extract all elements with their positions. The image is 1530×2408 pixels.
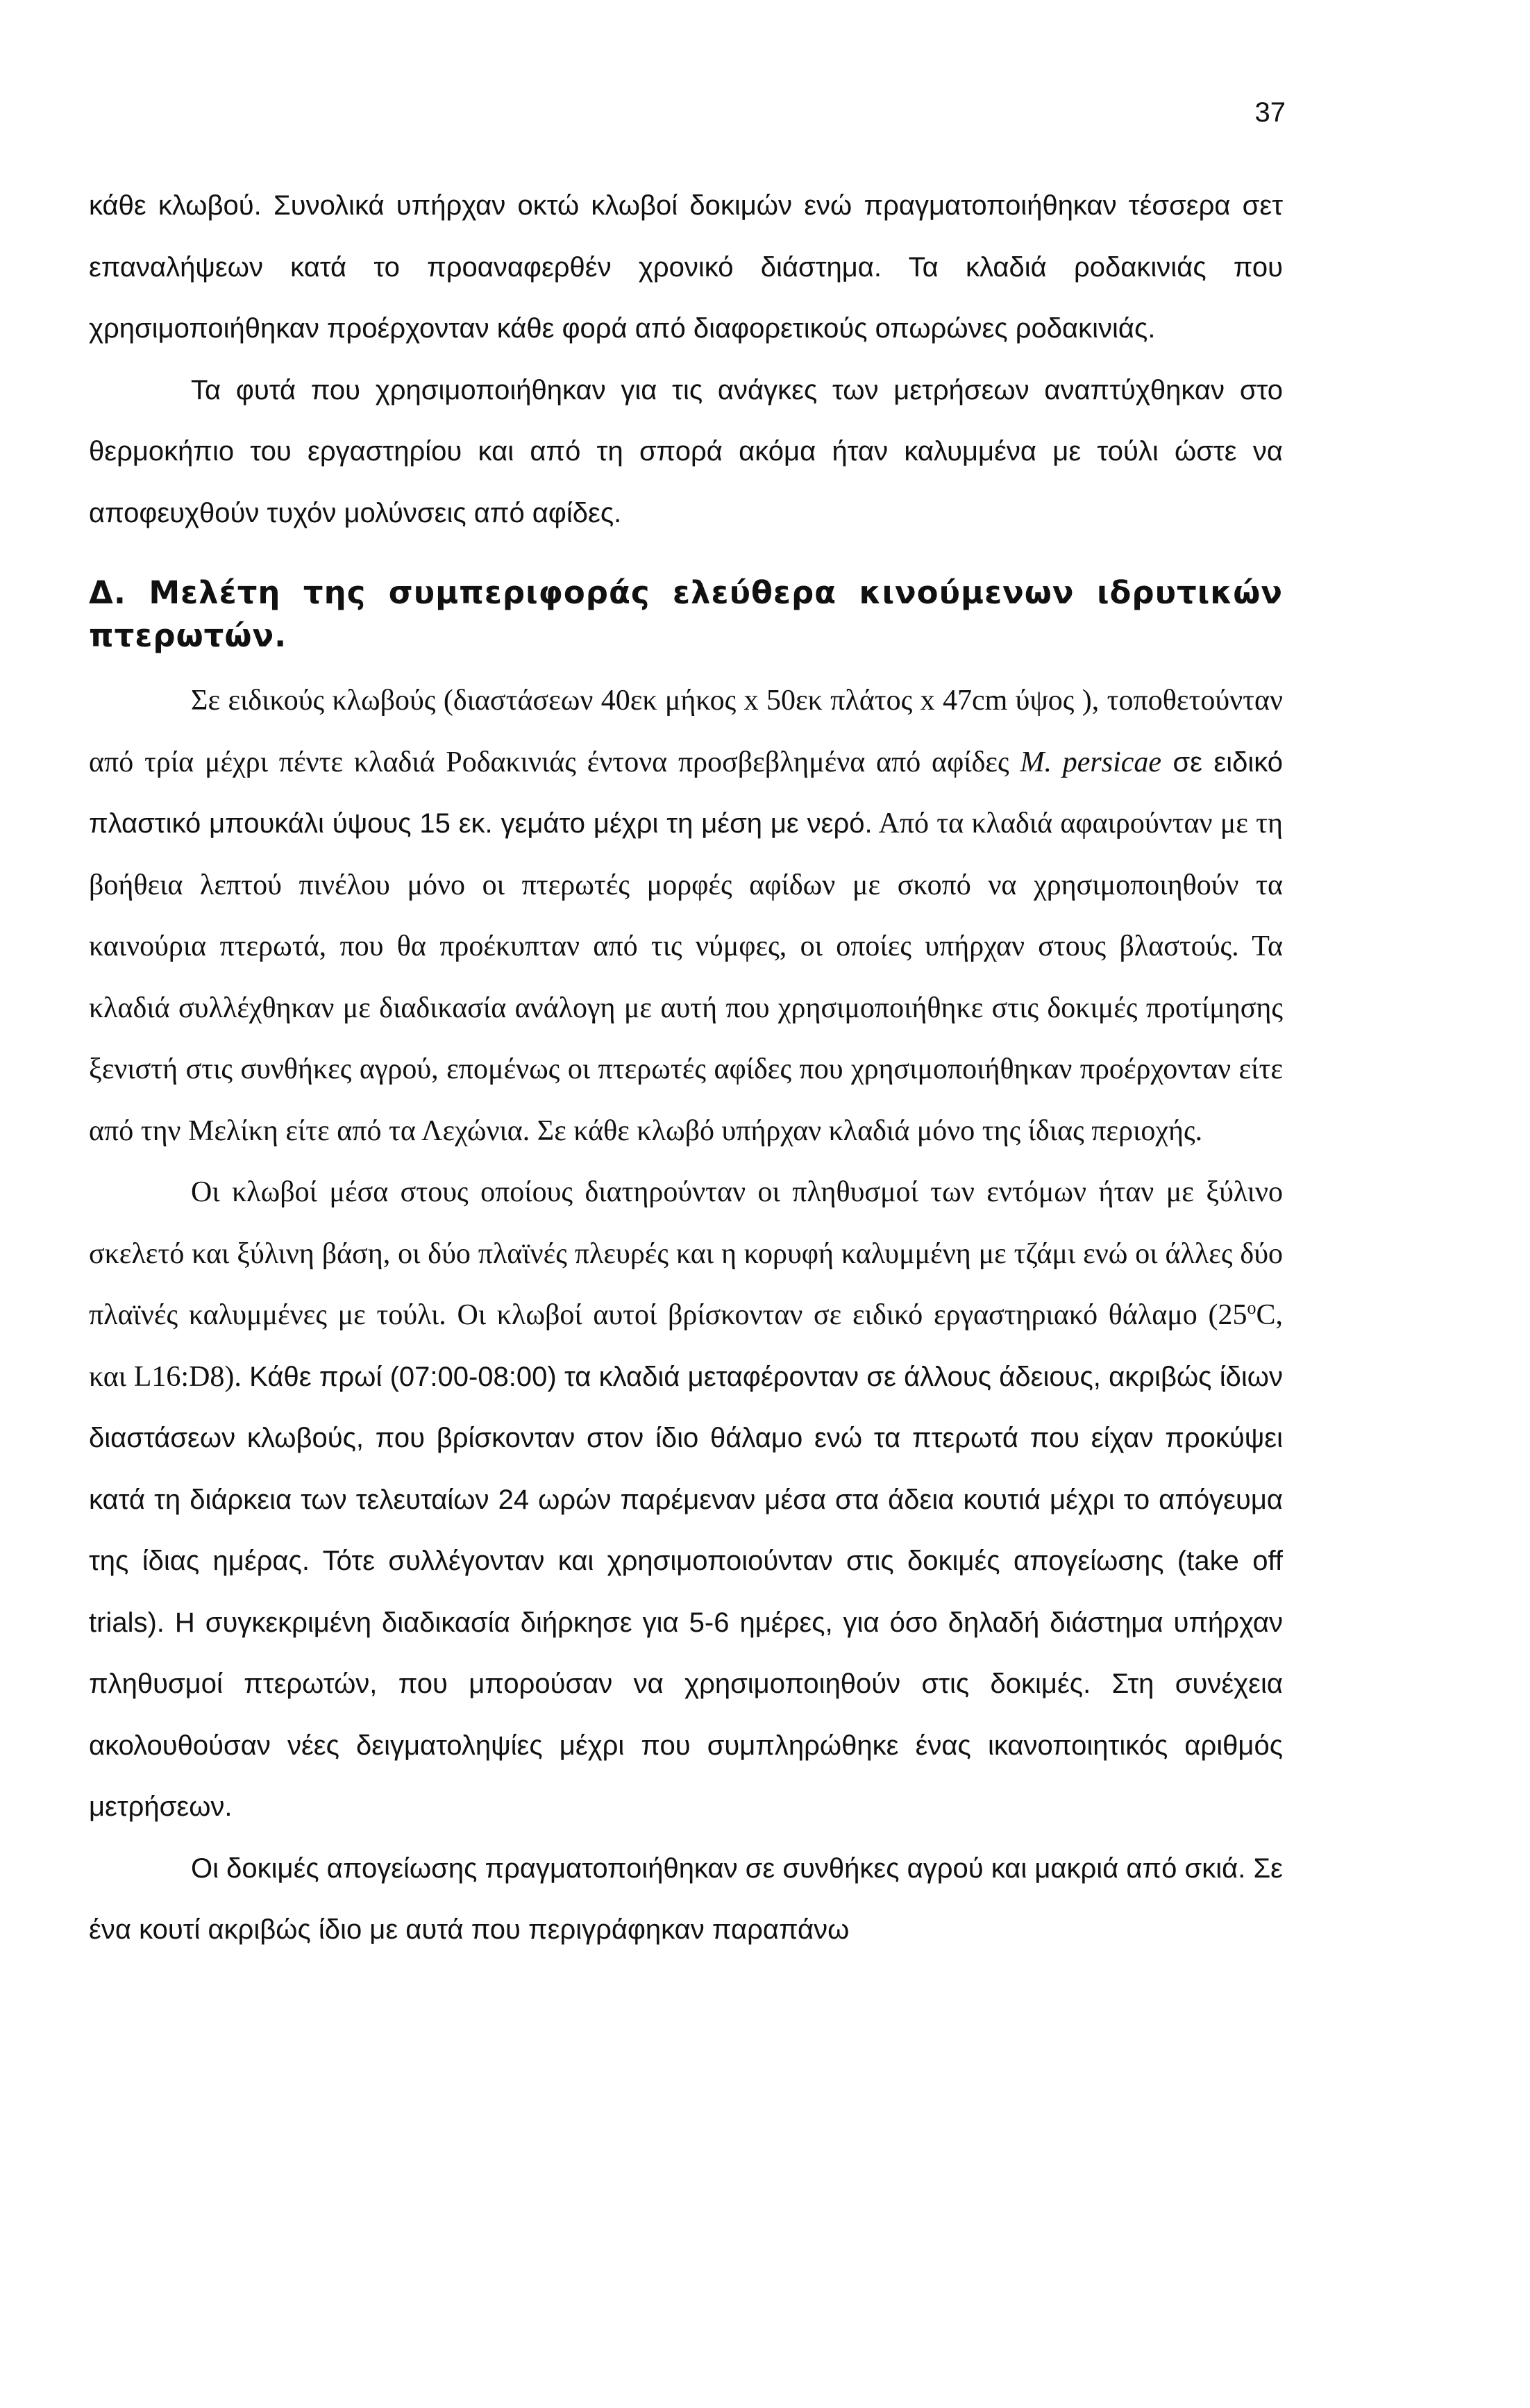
section-heading: Δ. Μελέτη της συμπεριφοράς ελεύθερα κινούμενων ιδρυτικών πτερωτών. — [89, 574, 1283, 654]
paragraph-plants: Τα φυτά που χρησιμοποιήθηκαν για τις ανάγκες των μετρήσεων αναπτύχθηκαν στο θερμοκήπιο του εργαστηρίου και από τη σπορά ακόμα ήταν καλυμμένα με τούλι ώστε να αποφευχθούν τυχόν μολύνσεις από αφίδες. — [89, 374, 1283, 528]
chamber-text-part2: C, και L16:D8). — [89, 1299, 1283, 1393]
chamber-text-part1: Οι κλωβοί μέσα στους οποίους διατηρούνταν οι πληθυσμοί των εντόμων ήταν με ξύλινο σκελετό και ξύλινη βάση, οι δύο πλαϊνές πλευρές και η κορυφή καλυμμένη με τζάμι ενώ οι άλλες δύο πλαϊνές καλυμμένες με τούλι. Οι κλωβοί αυτοί βρίσκονταν σε ειδικό εργαστηριακό θάλαμο (25 — [89, 1176, 1283, 1331]
paragraph-takeoff-trials: Οι δοκιμές απογείωσης πραγματοποιήθηκαν σε συνθήκες αγρού και μακριά από σκιά. Σε ένα κουτί ακριβώς ίδιο με αυτά που περιγράφηκαν παραπάνω — [89, 1853, 1283, 1945]
cages-text-part3: Από τα κλαδιά αφαιρούνταν με τη βοήθεια λεπτού πινέλου μόνο οι πτερωτές μορφές αφίδων με σκοπό να χρησιμοποιηθούν τα καινούρια πτερωτά, που θα προέκυπταν από τις νύμφες, οι οποίες υπήρχαν στους βλαστούς. Τα κλαδιά συλλέχθηκαν με διαδικασία ανάλογη με αυτή που χρησιμοποιήθηκε στις δοκιμές προτίμησης ξενιστή στις συνθήκες αγρού, επομένως οι πτερωτές αφίδες που χρησιμοποιήθηκαν προέρχονταν είτε από την Μελίκη είτε από τα Λεχώνια. Σε κάθε κλωβό υπήρχαν κλαδιά μόνο της ίδιας περιοχής. — [89, 808, 1283, 1147]
degree-superscript: o — [1247, 1298, 1256, 1318]
paragraph-special-cages — [89, 670, 1283, 1162]
paragraph-cages-intro: κάθε κλωβού. Συνολικά υπήρχαν οκτώ κλωβοί δοκιμών ενώ πραγματοποιήθηκαν τέσσερα σετ επαναλήψεων κατά το προαναφερθέν χρονικό διάστημα. Τα κλαδιά ροδακινιάς που χρησιμοποιήθηκαν προέρχονταν κάθε φορά από διαφορετικούς οπωρώνες ροδακινιάς. — [89, 190, 1283, 344]
page-number: 37 — [1254, 97, 1286, 128]
cages-text-part2: σε ειδικό πλαστικό μπουκάλι ύψους 15 εκ. γεμάτο μέχρι τη μέση με νερό. — [89, 746, 1284, 839]
page-body — [89, 175, 1283, 1961]
species-name: M. persicae — [1020, 746, 1162, 778]
cages-text-part1: Σε ειδικούς κλωβούς (διαστάσεων 40εκ μήκος x 50εκ πλάτος x 47cm ύψος ), τοποθετούνταν από τρία μέχρι πέντε κλαδιά Ροδακινιάς έντονα προσβεβλημένα από αφίδες — [89, 685, 1283, 778]
paragraph-chamber — [89, 1162, 1283, 1838]
chamber-text-part3: Κάθε πρωί (07:00-08:00) τα κλαδιά μεταφέρονταν σε άλλους άδειους, ακριβώς ίδιων διαστάσεων κλωβούς, που βρίσκονταν στον ίδιο θάλαμο ενώ τα πτερωτά που είχαν προκύψει κατά τη διάρκεια των τελευταίων 24 ωρών παρέμεναν μέσα στα άδεια κουτιά μέχρι το απόγευμα της ίδιας ημέρας. Τότε συλλέγονταν και χρησιμοποιούνταν στις δοκιμές απογείωσης (take off trials). Η συγκεκριμένη διαδικασία διήρκησε για 5-6 ημέρες, για όσο δηλαδή διάστημα υπήρχαν πληθυσμοί πτερωτών, που μπορούσαν να χρησιμοποιηθούν στις δοκιμές. Στη συνέχεια ακολουθούσαν νέες δειγματοληψίες μέχρι που συμπληρώθηκε ένας ικανοποιητικός αριθμός μετρήσεων. — [89, 1361, 1283, 1822]
